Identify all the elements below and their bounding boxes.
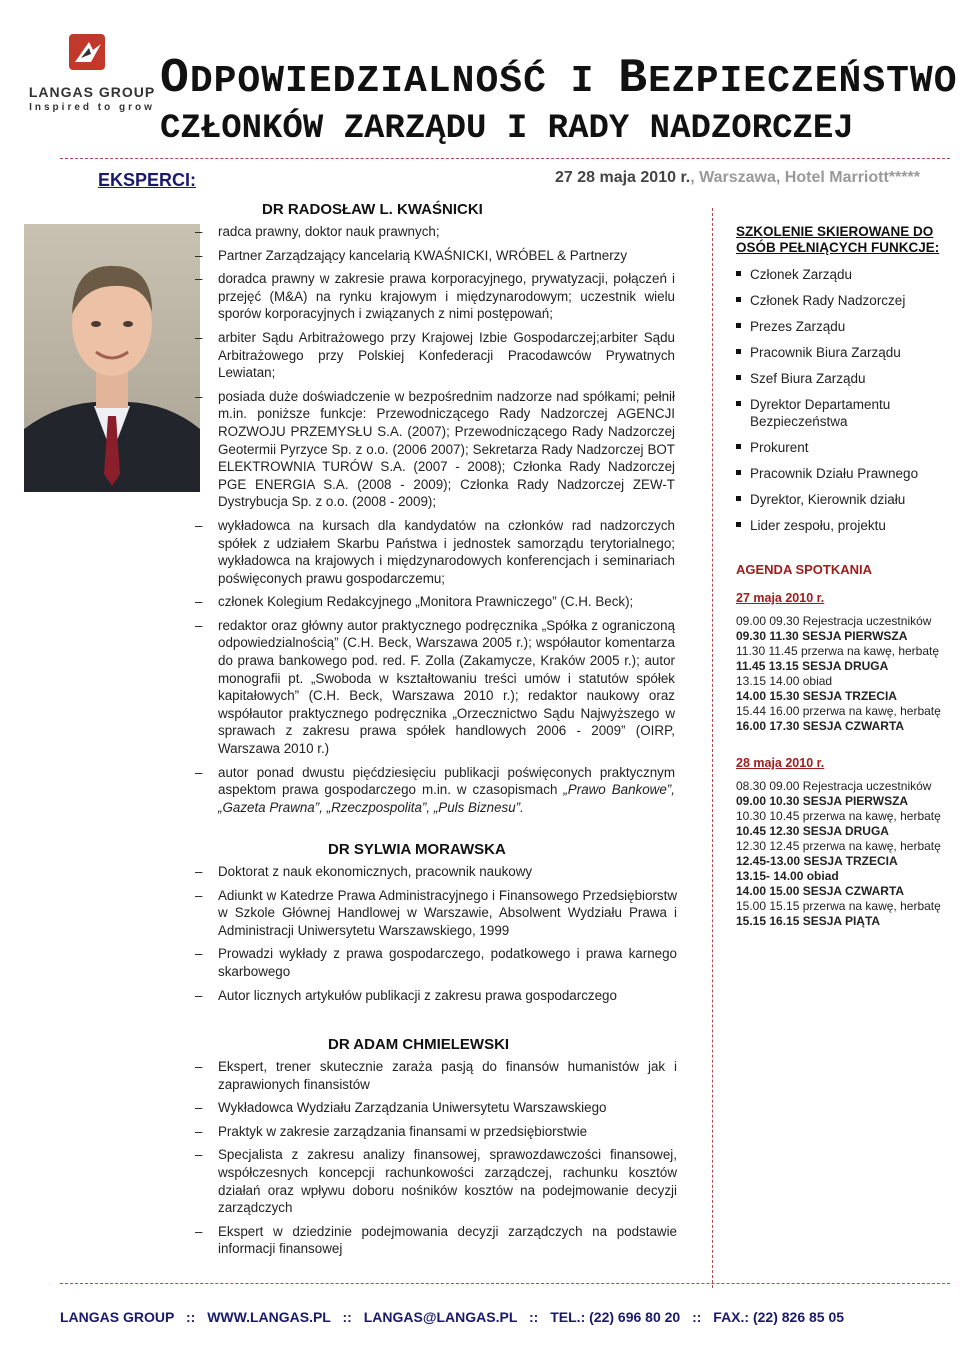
list-item: – wykładowca na kursach dla kandydatów na członków rad nadzorczych spółek z udziałem Skarbu Państwa i jednostek samorządu terytorialnego; wykładowca na krajowych i międzynarodowych konferencjach i seminariach poświęconych prawu gospodarczemu; <box>195 517 675 586</box>
list-item: – Adiunkt w Katedrze Prawa Administracyjnego i Finansowego Przedsiębiorstw w Szkole Głównej Handlowej w Warszawie, Absolwent Wydziału Prawa i Administracji Uniwersytetu Warszawskiego, 1999 <box>195 887 677 938</box>
footer-separator: :: <box>692 1309 702 1325</box>
list-item: Dyrektor Departamentu Bezpieczeństwa <box>736 396 946 430</box>
publications-italic: „Prawo Bankowe”, „Gazeta Prawna”, „Rzeczpospolita”, „Puls Biznesu”. <box>218 782 675 815</box>
schedule-row: 09.00 09.30 Rejestracja uczestników <box>736 614 932 628</box>
list-item: Członek Zarządu <box>736 266 946 283</box>
list-item: Prokurent <box>736 439 946 456</box>
list-item: – arbiter Sądu Arbitrażowego przy Krajowej Izbie Gospodarczej;arbiter Sądu Arbitrażowego przy Polskiej Konfederacji Pracodawców Prywatnych Lewiatan; <box>195 329 675 381</box>
list-item: – Partner Zarządzający kancelarią KWAŚNICKI, WRÓBEL & Partnerzy <box>195 247 628 263</box>
list-item: – Praktyk w zakresie zarządzania finansami w przedsiębiorstwie <box>195 1123 588 1139</box>
schedule-row: 16.00 17.30 SESJA CZWARTA <box>736 719 905 733</box>
list-item: – Doktorat z nauk ekonomicznych, pracownik naukowy <box>195 864 533 879</box>
footer-fax: FAX.: (22) 826 85 05 <box>713 1309 845 1325</box>
list-item: Szef Biura Zarządu <box>736 370 946 387</box>
schedule-row: 13.15 14.00 obiad <box>736 674 833 688</box>
schedule-row: 09.30 11.30 SESJA PIERWSZA <box>736 629 908 643</box>
list-item: – Ekspert w dziedzinie podejmowania decyzji zarządczych na podstawie informacji finansowej <box>195 1223 677 1257</box>
agenda-day-2: 28 maja 2010 r. <box>736 756 825 770</box>
schedule-row: 09.00 10.30 SESJA PIERWSZA <box>736 794 909 808</box>
list-item: Pracownik Działu Prawnego <box>736 465 946 482</box>
bottom-divider <box>60 1283 950 1284</box>
schedule-row: 10.30 10.45 przerwa na kawę, herbatę <box>736 809 941 823</box>
experts-label: EKSPERCI: <box>98 170 197 190</box>
footer-contact <box>60 1309 950 1325</box>
logo-brand: LANGAS GROUP <box>28 84 156 100</box>
footer-company: LANGAS GROUP <box>60 1309 175 1325</box>
expert-name-chmielewski: DR ADAM CHMIELEWSKI <box>328 1036 510 1053</box>
footer-website-link[interactable]: WWW.LANGAS.PL <box>207 1309 331 1325</box>
list-item: – posiada duże doświadczenie w bezpośrednim nadzorze nad spółkami; pełnił m.in. poniższe funkcje: Przewodniczącego Rady Nadzorczej AGENCJI ROZWOJU PRZEMYSŁU S.A. (2007); Przewodniczącego Rady Nadzorczej Geotermii Pyrzyce Sp. z o.o. (2006 2007); Sekretarza Rady Nadzorczej BOT ELEKTROWNIA TURÓW S.A. (2007 - 2008); Członka Rady Nadzorczej PGE ENERGIA S.A. (2008 - 2009); Członka Rady Nadzorczej ZEW-T Dystrybucja Sp. z o.o. (2008 - 2009); <box>195 388 675 510</box>
list-item: – redaktor oraz główny autor praktycznego podręcznika „Spółka z ograniczoną odpowiedzialnością” (C.H. Beck, Warszawa 2005 r.); współautor komentarza do prawa bankowego pod. red. F. Zolla (Zakamycze, Kraków 2005 r.); autor monografii pt. „Swoboda w kształtowaniu treści umów i statutów spółek kapitałowych” (C.H. Beck, Warszawa 2010 r.); redaktor naukowy oraz współautor praktycznego podręcznika „Orzecznictwo Sądu Najwyższego w sprawach z zakresu prawa spółek handlowych 2006 - 2009” (OIRP, Warszawa 2010 r.) <box>195 617 675 757</box>
title-part-a: DPOWIEDZIALNOŚĆ I <box>189 60 619 103</box>
schedule-row: 15.15 16.15 SESJA PIĄTA <box>736 914 881 928</box>
expert-bio-list <box>195 863 677 1010</box>
company-logo <box>22 32 162 122</box>
list-item: Dyrektor, Kierownik działu <box>736 491 946 508</box>
list-item: – doradca prawny w zakresie prawa korporacyjnego, prywatyzacji, połączeń i przejęć (M&A) na rynku krajowym i międzynarodowym; uczestnik wielu sporów korporacyjnych i związanych z nimi postępowań; <box>195 271 675 322</box>
logo-tagline: Inspired to grow <box>29 102 155 113</box>
footer-email-link[interactable]: LANGAS@LANGAS.PL <box>363 1309 518 1325</box>
page-title <box>160 52 958 106</box>
footer-phone: TEL.: (22) 696 80 20 <box>550 1309 681 1325</box>
list-item: – Prowadzi wykłady z prawa gospodarczego, podatkowego i prawa karnego skarbowego <box>195 946 677 979</box>
footer-separator: :: <box>342 1309 352 1325</box>
schedule-row: 14.00 15.30 SESJA TRZECIA <box>736 689 897 703</box>
list-item: – członek Kolegium Redakcyjnego „Monitora Prawniczego” (C.H. Beck); <box>195 594 634 610</box>
list-item: – autor ponad dwustu pięćdziesięciu publikacji poświęconych praktycznym aspektom prawa gospodarczego m.in. w czasopismach „Prawo Bankowe”, „Gazeta Prawna”, „Rzeczpospolita”, „Puls Biznesu”. <box>195 764 675 815</box>
footer-separator: :: <box>529 1309 539 1325</box>
title-initial-b: B <box>618 52 649 106</box>
sidebar <box>736 224 946 929</box>
schedule-row: 12.45-13.00 SESJA TRZECIA <box>736 854 898 868</box>
list-item: Pracownik Biura Zarządu <box>736 344 946 361</box>
event-date <box>555 169 920 187</box>
schedule-day-1 <box>736 614 946 734</box>
bird-logo-icon <box>67 32 107 72</box>
column-divider <box>712 208 713 1288</box>
schedule-row: 15.00 15.15 przerwa na kawę, herbatę <box>736 899 941 913</box>
list-item: – Specjalista z zakresu analizy finansowej, sprawozdawczości finansowej, współczesnych koncepcji rachunkowości zarządczej, rachunku kosztów działań oraz wpływu doboru nośników kosztów na podejmowanie decyzji zarządczych <box>195 1147 677 1216</box>
schedule-row: 08.30 09.00 Rejestracja uczestników <box>736 779 932 793</box>
list-item: Członek Rady Nadzorczej <box>736 292 946 309</box>
list-item: – Autor licznych artykułów publikacji z zakresu prawa gospodarczego <box>195 987 617 1003</box>
schedule-row: 11.45 13.15 SESJA DRUGA <box>736 659 889 673</box>
page-subtitle: CZŁONKÓW ZARZĄDU I RADY NADZORCZEJ <box>160 110 854 148</box>
schedule-row: 13.15- 14.00 obiad <box>736 869 839 883</box>
schedule-day-2 <box>736 779 946 929</box>
list-item: – Ekspert, trener skutecznie zaraża pasją do finansów humanistów jak i zaprawionych finansistów <box>195 1059 677 1092</box>
expert-bio-list <box>195 223 675 822</box>
title-part-b: EZPIECZEŃSTWO <box>648 60 958 103</box>
footer-separator: :: <box>185 1309 196 1325</box>
list-item: Prezes Zarządu <box>736 318 946 335</box>
list-item: – Wykładowca Wydziału Zarządzania Uniwersytetu Warszawskiego <box>195 1100 607 1116</box>
audience-heading: SZKOLENIE SKIEROWANE DO OSÓB PEŁNIĄCYCH FUNKCJE: <box>736 224 940 255</box>
title-initial-o: O <box>160 52 190 106</box>
schedule-row: 10.45 12.30 SESJA DRUGA <box>736 824 889 838</box>
schedule-row: 15.44 16.00 przerwa na kawę, herbatę <box>736 704 941 718</box>
expert-photo <box>24 224 200 492</box>
expert-name-kwasnicki: DR RADOSŁAW L. KWAŚNICKI <box>262 201 483 218</box>
venue-text: , Warszawa, Hotel Marriott***** <box>690 169 920 186</box>
date-text: 27 28 maja 2010 r. <box>555 169 691 186</box>
top-divider <box>60 158 950 159</box>
list-item: – radca prawny, doktor nauk prawnych; <box>195 224 440 239</box>
schedule-row: 11.30 11.45 przerwa na kawę, herbatę <box>736 644 940 658</box>
expert-bio-list <box>195 1058 677 1264</box>
list-item: Lider zespołu, projektu <box>736 517 946 534</box>
audience-list <box>736 266 946 534</box>
schedule-row: 14.00 15.00 SESJA CZWARTA <box>736 884 905 898</box>
expert-name-morawska: DR SYLWIA MORAWSKA <box>328 841 506 858</box>
agenda-day-1: 27 maja 2010 r. <box>736 591 825 605</box>
agenda-title: AGENDA SPOTKANIA <box>736 562 873 577</box>
schedule-row: 12.30 12.45 przerwa na kawę, herbatę <box>736 839 941 853</box>
